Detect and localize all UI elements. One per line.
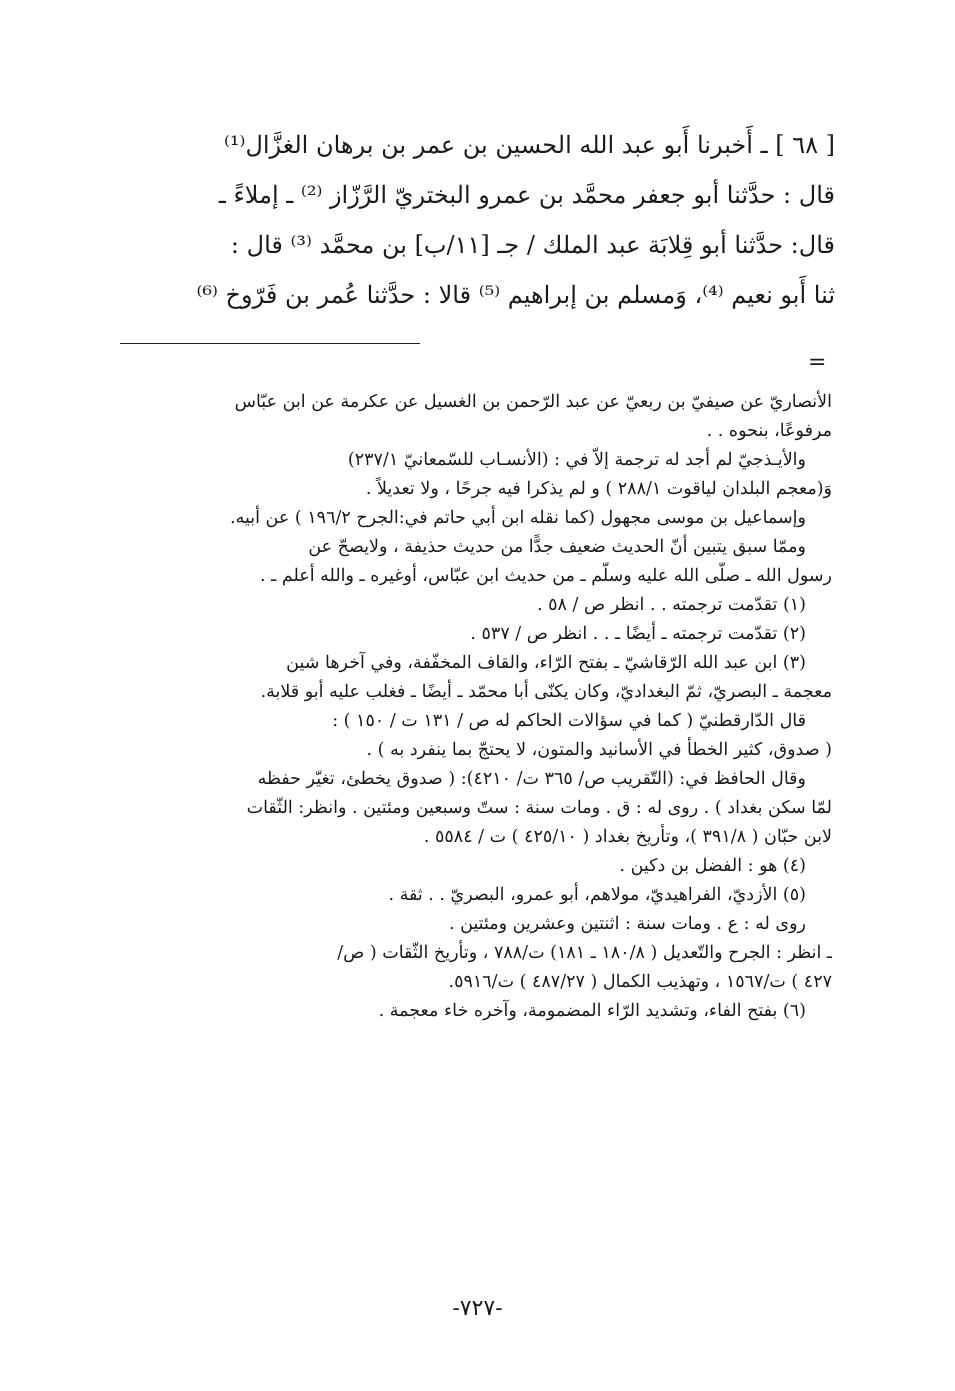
footnote-line: (٢) تقدّمت ترجمته ـ أيضًا ـ . . انظر ص / ٥٣٧ . bbox=[470, 624, 806, 644]
footnote-line: (٤) هو : الفضل بن دكين . bbox=[619, 856, 806, 876]
continuation-mark: = bbox=[808, 350, 827, 375]
footnote-line: وإسماعيل بن موسى مجهول (كما نقله ابن أبي حاتم في:الجرح ١٩٦/٢ ) عن أبيه. bbox=[230, 508, 806, 528]
footnote-separator bbox=[120, 343, 420, 344]
main-line: قال: حدَّثنا أبو قِلابَة عبد الملك / جـ [١١/ب] بن محمَّد ⁽³⁾ قال : bbox=[230, 231, 835, 259]
footnote-line: مرفوعًا، بنحوه . . bbox=[706, 421, 832, 441]
footnote-line: قال الدّارقطنيّ ( كما في سؤالات الحاكم له ص / ١٣١ ت / ١٥٠ ) : bbox=[332, 711, 806, 731]
footnote-line: وممّا سبق يتبين أنّ الحديث ضعيف جدًّا من حديث حذيفة ، ولايصحّ عن bbox=[308, 537, 806, 557]
footnote-line: والأيـذجيّ لم أجد له ترجمة إلاّ في : (الأنسـاب للسّمعانيّ ٢٣٧/١) bbox=[347, 450, 806, 470]
footnote-line: لمّا سكن بغداد ) . روى له : ق . ومات سنة : ستّ وسبعين ومئتين . وانظر: الثّقات bbox=[246, 798, 832, 818]
footnote-line: (٦) بفتح الفاء، وتشديد الرّاء المضمومة، وآخره خاء معجمة . bbox=[378, 1001, 806, 1021]
footnote-line: لابن حبّان ( ٣٩١/٨ )، وتأريخ بغداد ( ٤٢٥/١٠ ) ت / ٥٥٨٤ . bbox=[423, 827, 832, 847]
footnote-line: (٣) ابن عبد الله الرّقاشيّ ـ بفتح الرّاء، والقاف المخفّفة، وفي آخرها شين bbox=[286, 653, 806, 673]
footnote-line: ٤٢٧ ) ت/١٥٦٧ ، وتهذيب الكمال ( ٤٨٧/٢٧ ) ت/٥٩١٦. bbox=[448, 972, 832, 992]
footnote-line: روى له : ع . ومات سنة : اثنتين وعشرين ومئتين . bbox=[448, 914, 806, 934]
footnote-line: رسول الله ـ صلّى الله عليه وسلّم ـ من حديث ابن عبّاس، أوغيره ـ والله أعلم ـ . bbox=[260, 566, 832, 586]
main-line: [ ٦٨ ] ـ أَخبرنا أَبو عبد الله الحسين بن عمر بن برهان الغزَّال⁽¹⁾ bbox=[224, 131, 835, 159]
footnotes bbox=[120, 388, 832, 1026]
footnote-line: (٥) الأزديّ، الفراهيديّ، مولاهم، أبو عمرو، البصريّ . . ثقة . bbox=[388, 885, 806, 905]
main-line: قال : حدَّثنا أبو جعفر محمَّد بن عمرو البختريّ الرَّزّاز ⁽²⁾ ـ إملاءً ـ bbox=[218, 181, 835, 209]
footnote-line: الأنصاريّ عن صيفيّ بن ربعيّ عن عبد الرّحمن بن الغسيل عن عكرمة عن ابن عبّاس bbox=[234, 392, 832, 412]
footnote-line: وقال الحافظ في: (التّقريب ص/ ٣٦٥ ت/ ٤٢١٠): ( صدوق يخطئ، تغيّر حفظه bbox=[257, 769, 806, 789]
footnote-line: ـ انظر : الجرح والتّعديل ( ١٨٠/٨ ـ ١٨١) ت/٧٨٨ ، وتأريخ الثّقات ( ص/ bbox=[337, 943, 832, 963]
footnote-line: وَ(معجم البلدان لياقوت ٢٨٨/١ ) و لم يذكرا فيه جرحًا ، ولا تعديلاً . bbox=[365, 479, 832, 499]
page-number: -٧٢٧- bbox=[452, 1296, 503, 1321]
footnote-line: ( صدوق، كثير الخطأ في الأسانيد والمتون، لا يحتجّ بما ينفرد به ) . bbox=[366, 740, 832, 760]
main-text bbox=[115, 120, 835, 320]
main-line: ثنا أَبو نعيم ⁽⁴⁾، وَمسلم بن إبراهيم ⁽⁵⁾ قالا : حدَّثنا عُمر بن فَرّوخ ⁽⁶⁾ bbox=[196, 281, 835, 309]
footnote-line: (١) تقدّمت ترجمته . . انظر ص / ٥٨ . bbox=[536, 595, 806, 615]
footnote-line: معجمة ـ البصريّ، ثمّ البغداديّ، وكان يكنّى أبا محمّد ـ أيضًا ـ فغلب عليه أبو قلابة. bbox=[260, 682, 832, 702]
